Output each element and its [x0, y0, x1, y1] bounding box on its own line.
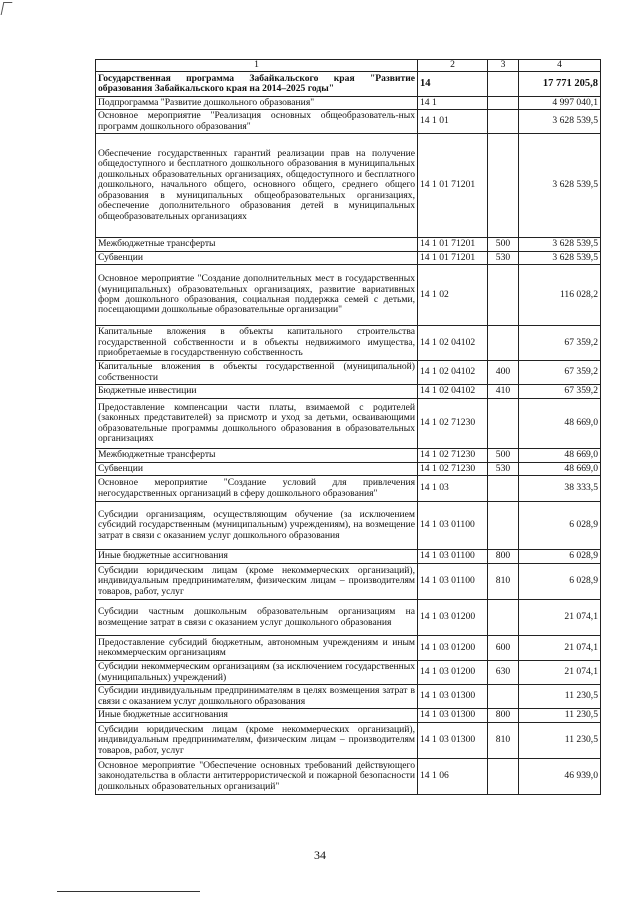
row-name-cell: Основное мероприятие "Создание дополнительных мест в государственных (муниципальных) образовательных организациях, развитие вариативных форм дошкольного образования, социальная поддержка семей с детьми, посещающими дошкольные образовательные организации": [96, 265, 418, 326]
row-name-cell: Капитальные вложения в объекты государственной (муниципальной) собственности: [96, 361, 418, 385]
row-amount-cell: 3 628 539,5: [519, 238, 601, 252]
table-row: [96, 685, 601, 709]
row-name-cell: Субсидии организациям, осуществляющим обучение (за исключением субсидий государственным (муниципальным) учреждениям), на возмещение затрат в связи с оказанием услуг дошкольного образования: [96, 502, 418, 550]
table-row: [96, 550, 601, 564]
row-code-cell: 14 1 01 71201: [418, 238, 488, 252]
row-name-cell: Подпрограмма "Развитие дошкольного образования": [96, 97, 418, 110]
row-expense-type-cell: 400: [488, 361, 519, 385]
row-amount-cell: 67 359,2: [519, 361, 601, 385]
row-code-cell: 14 1 03 01200: [418, 636, 488, 661]
row-amount-cell: 3 628 539,5: [519, 110, 601, 134]
table-row: [96, 709, 601, 723]
table-row: [96, 361, 601, 385]
row-code-cell: 14 1 03 01300: [418, 685, 488, 709]
row-expense-type-cell: [488, 685, 519, 709]
table-row: [96, 723, 601, 759]
header-col-2: 2: [418, 60, 488, 72]
row-name-cell: Иные бюджетные ассигнования: [96, 709, 418, 723]
row-expense-type-cell: 530: [488, 252, 519, 265]
row-name-cell: Субсидии индивидуальным предпринимателям в целях возмещения затрат в связи с оказанием услуг дошкольного образования: [96, 685, 418, 709]
row-name-cell: Предоставление компенсации части платы, взимаемой с родителей (законных представителей) за присмотр и уход за детьми, осваивающими образовательные программы дошкольного образования в образовательных организациях: [96, 399, 418, 449]
row-name-cell: Бюджетные инвестиции: [96, 385, 418, 399]
row-amount-cell: 67 359,2: [519, 326, 601, 361]
row-amount-cell: 116 028,2: [519, 265, 601, 326]
row-code-cell: 14 1 01 71201: [418, 252, 488, 265]
row-expense-type-cell: [488, 265, 519, 326]
row-code-cell: 14 1 02 71230: [418, 399, 488, 449]
row-code-cell: 14 1 06: [418, 759, 488, 795]
row-code-cell: 14 1 02 04102: [418, 385, 488, 399]
row-amount-cell: 11 230,5: [519, 685, 601, 709]
row-code-cell: 14 1 02 04102: [418, 361, 488, 385]
table-row: [96, 110, 601, 134]
row-amount-cell: 4 997 040,1: [519, 97, 601, 110]
row-expense-type-cell: 500: [488, 449, 519, 463]
row-expense-type-cell: [488, 759, 519, 795]
row-expense-type-cell: 500: [488, 238, 519, 252]
row-name-cell: Субсидии частным дошкольным образовательным организациям на возмещение затрат в связи с оказанием услуг дошкольного образования: [96, 600, 418, 636]
table-row: [96, 463, 601, 476]
row-code-cell: 14 1 03 01100: [418, 502, 488, 550]
table-row: [96, 600, 601, 636]
row-amount-cell: 17 771 205,8: [519, 72, 601, 97]
row-amount-cell: 38 333,5: [519, 476, 601, 502]
row-code-cell: 14 1 03 01100: [418, 550, 488, 564]
row-name-cell: Субсидии юридическим лицам (кроме некоммерческих организаций), индивидуальным предпринимателям, физическим лицам – производителям товаров, работ, услуг: [96, 564, 418, 600]
table-row: [96, 759, 601, 795]
row-amount-cell: 6 028,9: [519, 564, 601, 600]
row-name-cell: Капитальные вложения в объекты капитального строительства государственной собственности и в объекты недвижимого имущества, приобретаемые в государственную собственность: [96, 326, 418, 361]
header-col-1: 1: [96, 60, 418, 72]
row-code-cell: 14 1 02 04102: [418, 326, 488, 361]
row-expense-type-cell: 800: [488, 550, 519, 564]
row-amount-cell: 6 028,9: [519, 502, 601, 550]
table-row: [96, 399, 601, 449]
row-amount-cell: 11 230,5: [519, 709, 601, 723]
row-code-cell: 14: [418, 72, 488, 97]
table-row: [96, 564, 601, 600]
row-expense-type-cell: [488, 72, 519, 97]
table-row: [96, 449, 601, 463]
row-amount-cell: 21 074,1: [519, 636, 601, 661]
row-amount-cell: 46 939,0: [519, 759, 601, 795]
row-expense-type-cell: [488, 600, 519, 636]
row-amount-cell: 67 359,2: [519, 385, 601, 399]
row-expense-type-cell: [488, 399, 519, 449]
row-amount-cell: 21 074,1: [519, 661, 601, 685]
row-expense-type-cell: [488, 97, 519, 110]
table-row: [96, 72, 601, 97]
table-row: [96, 502, 601, 550]
row-expense-type-cell: 810: [488, 564, 519, 600]
row-name-cell: Субвенции: [96, 463, 418, 476]
row-amount-cell: 48 669,0: [519, 463, 601, 476]
row-code-cell: 14 1: [418, 97, 488, 110]
table-row: [96, 636, 601, 661]
scan-corner-mark: [1, 2, 13, 15]
row-amount-cell: 11 230,5: [519, 723, 601, 759]
row-code-cell: 14 1 03 01100: [418, 564, 488, 600]
row-expense-type-cell: 800: [488, 709, 519, 723]
table-row: [96, 252, 601, 265]
row-expense-type-cell: [488, 476, 519, 502]
row-expense-type-cell: [488, 110, 519, 134]
table-row: [96, 238, 601, 252]
row-name-cell: Государственная программа Забайкальского края "Развитие образования Забайкальского края на 2014–2025 годы": [96, 72, 418, 97]
row-name-cell: Обеспечение государственных гарантий реализации прав на получение общедоступного и бесплатного дошкольного образования в муниципальных дошкольных образовательных организациях, общедоступного и бесплатного дошкольного, начального общего, основного общего, среднего общего образования в муниципальных общеобразовательных организациях, обеспечение дополнительного образования детей в муниципальных общеобразовательных организациях: [96, 134, 418, 238]
row-code-cell: 14 1 03: [418, 476, 488, 502]
table-row: [96, 476, 601, 502]
row-name-cell: Основное мероприятие "Обеспечение основных требований действующего законодательства в области антитеррористической и пожарной безопасности дошкольных образовательных организаций": [96, 759, 418, 795]
row-name-cell: Субвенции: [96, 252, 418, 265]
row-name-cell: Субсидии юридическим лицам (кроме некоммерческих организаций), индивидуальным предпринимателям, физическим лицам – производителям товаров, работ, услуг: [96, 723, 418, 759]
row-name-cell: Основное мероприятие "Реализация основных общеобразователь-ных программ дошкольного образования": [96, 110, 418, 134]
row-expense-type-cell: [488, 134, 519, 238]
table-row: [96, 385, 601, 399]
row-name-cell: Основное мероприятие "Создание условий для привлечения негосударственных организаций в сферу дошкольного образования": [96, 476, 418, 502]
page-number: 34: [314, 848, 326, 862]
row-code-cell: 14 1 03 01200: [418, 600, 488, 636]
table-row: [96, 326, 601, 361]
row-expense-type-cell: 600: [488, 636, 519, 661]
header-col-3: 3: [488, 60, 519, 72]
table-row: [96, 661, 601, 685]
row-code-cell: 14 1 03 01300: [418, 723, 488, 759]
row-expense-type-cell: [488, 502, 519, 550]
row-code-cell: 14 1 03 01200: [418, 661, 488, 685]
row-name-cell: Межбюджетные трансферты: [96, 449, 418, 463]
row-expense-type-cell: 630: [488, 661, 519, 685]
row-name-cell: Предоставление субсидий бюджетным, автономным учреждениям и иным некоммерческим организациям: [96, 636, 418, 661]
row-amount-cell: 21 074,1: [519, 600, 601, 636]
row-expense-type-cell: 530: [488, 463, 519, 476]
row-code-cell: 14 1 03 01300: [418, 709, 488, 723]
footer-rule: [57, 891, 200, 892]
row-code-cell: 14 1 02 71230: [418, 449, 488, 463]
table-row: [96, 97, 601, 110]
table-row: [96, 134, 601, 238]
table-body: [96, 72, 601, 795]
row-name-cell: Межбюджетные трансферты: [96, 238, 418, 252]
row-code-cell: 14 1 01 71201: [418, 134, 488, 238]
header-col-4: 4: [519, 60, 601, 72]
budget-table: [95, 59, 601, 795]
row-expense-type-cell: [488, 326, 519, 361]
row-amount-cell: 48 669,0: [519, 449, 601, 463]
row-expense-type-cell: 810: [488, 723, 519, 759]
row-code-cell: 14 1 02: [418, 265, 488, 326]
row-amount-cell: 3 628 539,5: [519, 252, 601, 265]
row-code-cell: 14 1 02 71230: [418, 463, 488, 476]
row-amount-cell: 6 028,9: [519, 550, 601, 564]
table-header-row: [96, 60, 601, 72]
row-amount-cell: 48 669,0: [519, 399, 601, 449]
row-code-cell: 14 1 01: [418, 110, 488, 134]
row-name-cell: Субсидии некоммерческим организациям (за исключением государственных (муниципальных) учреждений): [96, 661, 418, 685]
table-row: [96, 265, 601, 326]
row-amount-cell: 3 628 539,5: [519, 134, 601, 238]
row-name-cell: Иные бюджетные ассигнования: [96, 550, 418, 564]
row-expense-type-cell: 410: [488, 385, 519, 399]
